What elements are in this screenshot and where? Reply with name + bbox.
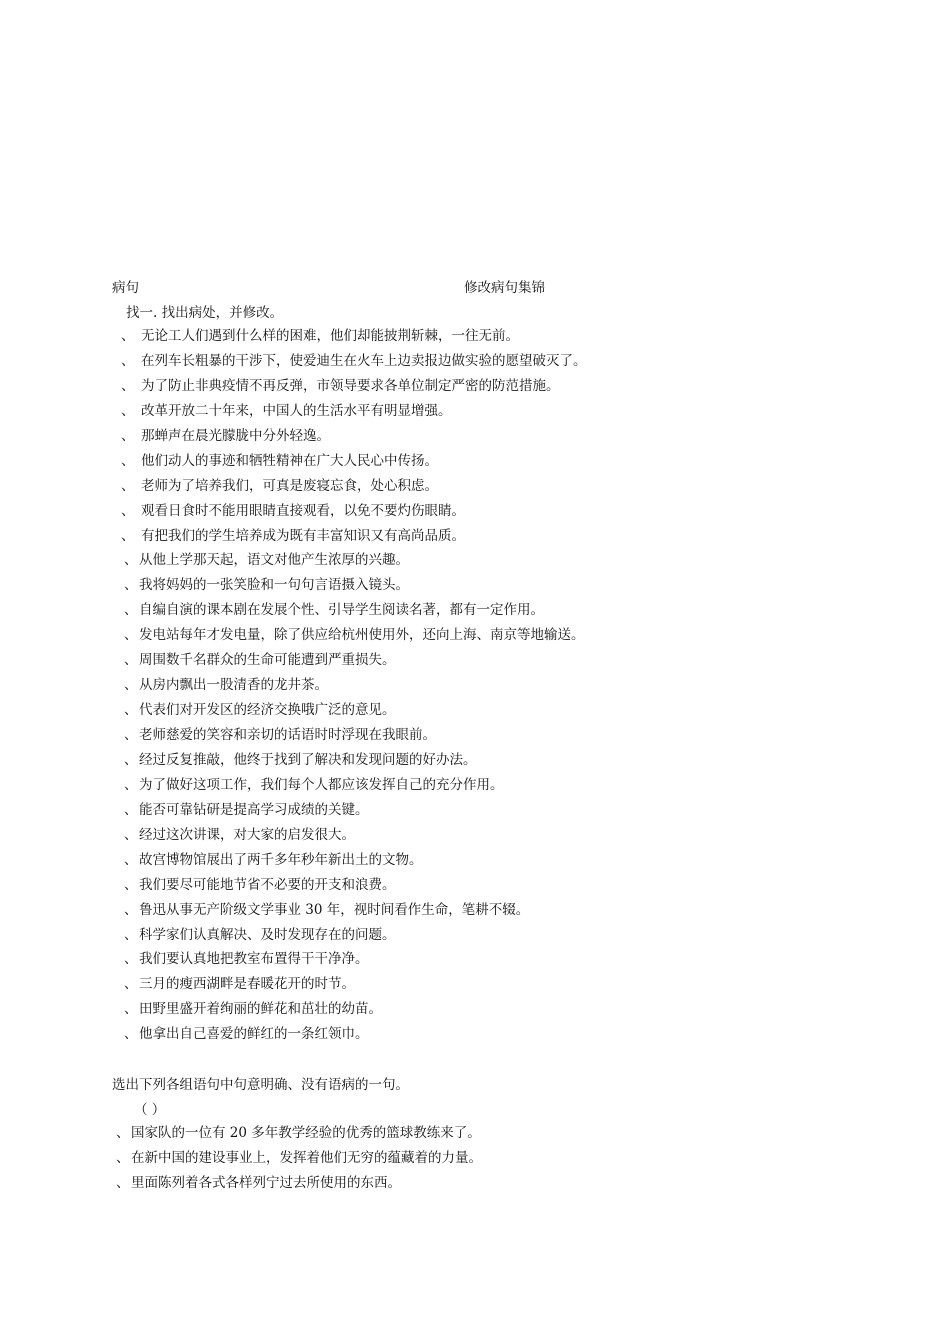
list-item-text: 鲁迅从事无产阶级文学事业 30 年，视时间看作生命，笔耕不辍。 xyxy=(139,901,530,918)
list-marker: 、 xyxy=(124,627,138,644)
list-marker: 、 xyxy=(124,677,138,694)
list-item xyxy=(0,1173,950,1198)
list-item-text: 科学家们认真解决、及时发现存在的问题。 xyxy=(139,926,396,943)
list-item-text: 老师为了培养我们，可真是废寝忘食，处心积虑。 xyxy=(141,477,438,494)
list-item xyxy=(0,501,950,526)
list-marker: 、 xyxy=(121,328,135,344)
list-item xyxy=(0,825,950,850)
list-item xyxy=(0,675,950,700)
list-item-text: 我们要尽可能地节省不必要的开支和浪费。 xyxy=(139,876,396,893)
list-marker: 、 xyxy=(124,552,138,569)
list-item xyxy=(0,949,950,974)
list-item xyxy=(0,800,950,825)
document-title: 修改病句集锦 xyxy=(464,280,545,296)
list-item xyxy=(0,625,950,650)
list-item xyxy=(0,351,950,376)
list-marker: 、 xyxy=(124,776,138,793)
list-item-text: 我们要认真地把教室布置得干干净净。 xyxy=(139,951,369,968)
list-item xyxy=(0,725,950,750)
list-item-text: 那蝉声在晨光朦胧中分外轻逸。 xyxy=(141,427,330,444)
list-item-text: 自编自演的课本剧在发展个性、引导学生阅读名著，都有一定作用。 xyxy=(139,602,544,619)
list-marker: 、 xyxy=(124,751,138,768)
list-item xyxy=(0,550,950,575)
list-item-text: 代表们对开发区的经济交换哦广泛的意见。 xyxy=(139,702,396,719)
list-item xyxy=(0,376,950,401)
section1-title: 找一. 找出病处，并修改。 xyxy=(126,305,284,321)
list-marker: 、 xyxy=(121,427,135,444)
list-item xyxy=(0,750,950,775)
list-marker: 、 xyxy=(124,1001,138,1018)
list-marker: 、 xyxy=(121,402,135,419)
list-item-text: 老师慈爱的笑容和亲切的话语时时浮现在我眼前。 xyxy=(139,727,436,743)
list-marker: 、 xyxy=(124,926,138,943)
list-item-text: 他们动人的事迹和牺牲精神在广大人民心中传扬。 xyxy=(141,452,438,469)
list-marker: 、 xyxy=(124,826,138,843)
list-marker: 、 xyxy=(124,577,138,594)
list-item-text: 发电站每年才发电量，除了供应给杭州使用外，还向上海、南京等地输送。 xyxy=(139,627,585,644)
list-item-text: 田野里盛开着绚丽的鲜花和茁壮的幼苗。 xyxy=(139,1001,382,1018)
list-marker: 、 xyxy=(121,352,135,369)
list-item xyxy=(0,1123,950,1148)
list-marker: 、 xyxy=(116,1125,130,1141)
list-item xyxy=(0,850,950,875)
list-item-text: 周围数千名群众的生命可能遭到严重损失。 xyxy=(139,652,396,669)
header-left-label: 病句 xyxy=(112,280,139,296)
list-marker: 、 xyxy=(124,1026,138,1043)
section2-title: 选出下列各组语句中句意明确、没有语病的一句。 xyxy=(112,1077,409,1093)
list-item-text: 观看日食时不能用眼睛直接观看，以免不要灼伤眼睛。 xyxy=(141,502,465,519)
list-marker: 、 xyxy=(124,602,138,619)
list-item-text: 国家队的一位有 20 多年教学经验的优秀的篮球教练来了。 xyxy=(131,1125,481,1141)
list-item xyxy=(0,451,950,476)
list-item xyxy=(0,925,950,950)
list-item-text: 从他上学那天起，语文对他产生浓厚的兴趣。 xyxy=(139,552,409,569)
list-item-text: 里面陈列着各式各样列宁过去所使用的东西。 xyxy=(131,1174,401,1191)
list-item xyxy=(0,700,950,725)
list-item xyxy=(0,326,950,351)
list-item xyxy=(0,1148,950,1173)
list-item xyxy=(0,476,950,501)
list-item-text: 我将妈妈的一张笑脸和一句句言语摄入镜头。 xyxy=(139,577,409,594)
section1-list xyxy=(0,326,950,1049)
list-marker: 、 xyxy=(124,801,138,818)
list-item xyxy=(0,999,950,1024)
list-item-text: 有把我们的学生培养成为既有丰富知识又有高尚品质。 xyxy=(141,527,465,544)
list-marker: 、 xyxy=(124,901,138,918)
list-marker: 、 xyxy=(124,851,138,868)
list-item xyxy=(0,1024,950,1049)
section2-list xyxy=(0,1123,950,1198)
list-item xyxy=(0,900,950,925)
list-item xyxy=(0,775,950,800)
list-item-text: 故宫博物馆展出了两千多年秒年新出土的文物。 xyxy=(139,851,423,868)
list-item-text: 经过反复推敲，他终于找到了解决和发现问题的好办法。 xyxy=(139,751,477,768)
list-item-text: 经过这次讲课，对大家的启发很大。 xyxy=(139,826,355,843)
list-item xyxy=(0,526,950,551)
list-item-text: 能否可靠钻研是提高学习成绩的关键。 xyxy=(139,801,369,818)
list-marker: 、 xyxy=(116,1174,130,1191)
list-item-text: 在新中国的建设事业上，发挥着他们无穷的蕴藏着的力量。 xyxy=(131,1149,482,1166)
list-item-text: 为了做好这项工作，我们每个人都应该发挥自己的充分作用。 xyxy=(139,776,504,793)
list-marker: 、 xyxy=(124,727,138,743)
list-item xyxy=(0,426,950,451)
list-item xyxy=(0,974,950,999)
list-marker: 、 xyxy=(121,377,135,394)
list-marker: 、 xyxy=(121,477,135,494)
list-marker: 、 xyxy=(116,1149,130,1166)
list-item xyxy=(0,650,950,675)
list-item xyxy=(0,875,950,900)
list-marker: 、 xyxy=(121,527,135,544)
list-item-text: 从房内飘出一股清香的龙井茶。 xyxy=(139,677,328,694)
list-marker: 、 xyxy=(121,502,135,519)
list-item-text: 在列车长粗暴的干涉下，使爱迪生在火车上边卖报边做实验的愿望破灭了。 xyxy=(141,352,587,369)
list-item-text: 改革开放二十年来，中国人的生活水平有明显增强。 xyxy=(141,402,452,419)
list-item-text: 无论工人们遇到什么样的困难，他们却能披荆斩棘，一往无前。 xyxy=(141,328,519,344)
list-marker: 、 xyxy=(124,976,138,993)
list-item xyxy=(0,575,950,600)
list-marker: 、 xyxy=(124,951,138,968)
list-item-text: 他拿出自己喜爱的鲜红的一条红领巾。 xyxy=(139,1026,369,1043)
list-item xyxy=(0,600,950,625)
list-marker: 、 xyxy=(124,652,138,669)
list-item xyxy=(0,401,950,426)
list-marker: 、 xyxy=(124,702,138,719)
list-item-text: 三月的瘦西湖畔是春暖花开的时节。 xyxy=(139,976,355,993)
list-item-text: 为了防止非典疫情不再反弹，市领导要求各单位制定严密的防范措施。 xyxy=(141,377,560,394)
list-marker: 、 xyxy=(121,452,135,469)
list-marker: 、 xyxy=(124,876,138,893)
answer-parentheses: （ ） xyxy=(134,1102,166,1118)
